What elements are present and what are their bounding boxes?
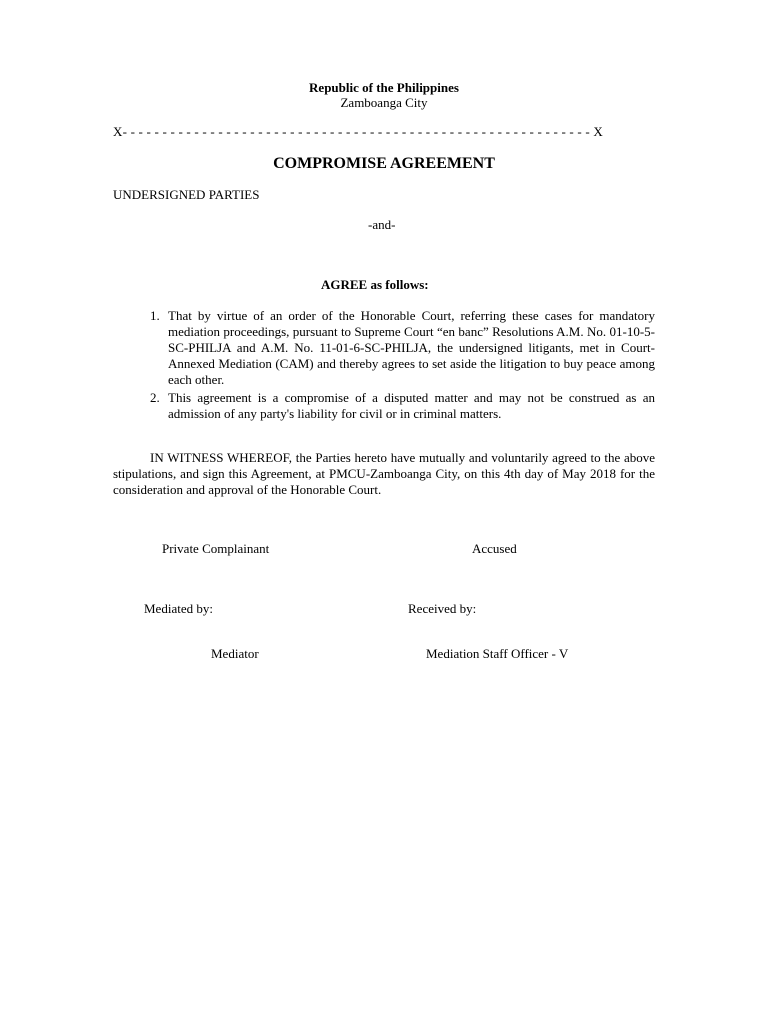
signature-private-complainant: Private Complainant: [162, 541, 270, 556]
term-number: 2.: [150, 390, 160, 405]
header-city: Zamboanga City: [340, 95, 428, 110]
term-number: 1.: [150, 308, 160, 323]
agree-heading: AGREE as follows:: [321, 277, 429, 292]
received-by-label: Received by:: [408, 601, 477, 616]
term-text: This agreement is a compromise of a disputed matter and may not be construed as an admission of any party's liability for civil or in criminal matters.: [168, 390, 655, 421]
term-item: [150, 390, 655, 422]
term-item: [150, 308, 655, 388]
term-text: That by virtue of an order of the Honorable Court, referring these cases for mandatory mediation proceedings, pursuant to Supreme Court “en banc” Resolutions A.M. No. 01-10-5-SC-PHILJA and A.M. No. 11-01-6-SC-PHILJA, the undersigned litigants, met in Court-Annexed Mediation (CAM) and thereby agrees to set aside the litigation to buy peace among each other.: [168, 308, 655, 387]
parties-label: UNDERSIGNED PARTIES: [113, 187, 260, 202]
signature-accused: Accused: [472, 541, 517, 556]
terms-list-1: [150, 308, 655, 388]
signature-mediator: Mediator: [211, 646, 259, 661]
header-republic: Republic of the Philippines: [309, 80, 459, 95]
mediated-by-label: Mediated by:: [144, 601, 213, 616]
witness-clause: IN WITNESS WHEREOF, the Parties hereto have mutually and voluntarily agreed to the above stipulations, and sign this Agreement, at PMCU-Zamboanga City, on this 4th day of May 2018 for the consideration and approval of the Honorable Court.: [113, 450, 655, 497]
separator-line: X- - - - - - - - - - - - - - - - - - - - - - - - - - - - - - - - - - - - - - - - - - - - - - - - - - - - - - - - - - - X: [113, 124, 603, 139]
terms-list-2: [150, 390, 655, 422]
document-title: COMPROMISE AGREEMENT: [273, 155, 495, 172]
and-label: -and-: [368, 217, 396, 232]
signature-staff-officer: Mediation Staff Officer - V: [426, 646, 569, 661]
